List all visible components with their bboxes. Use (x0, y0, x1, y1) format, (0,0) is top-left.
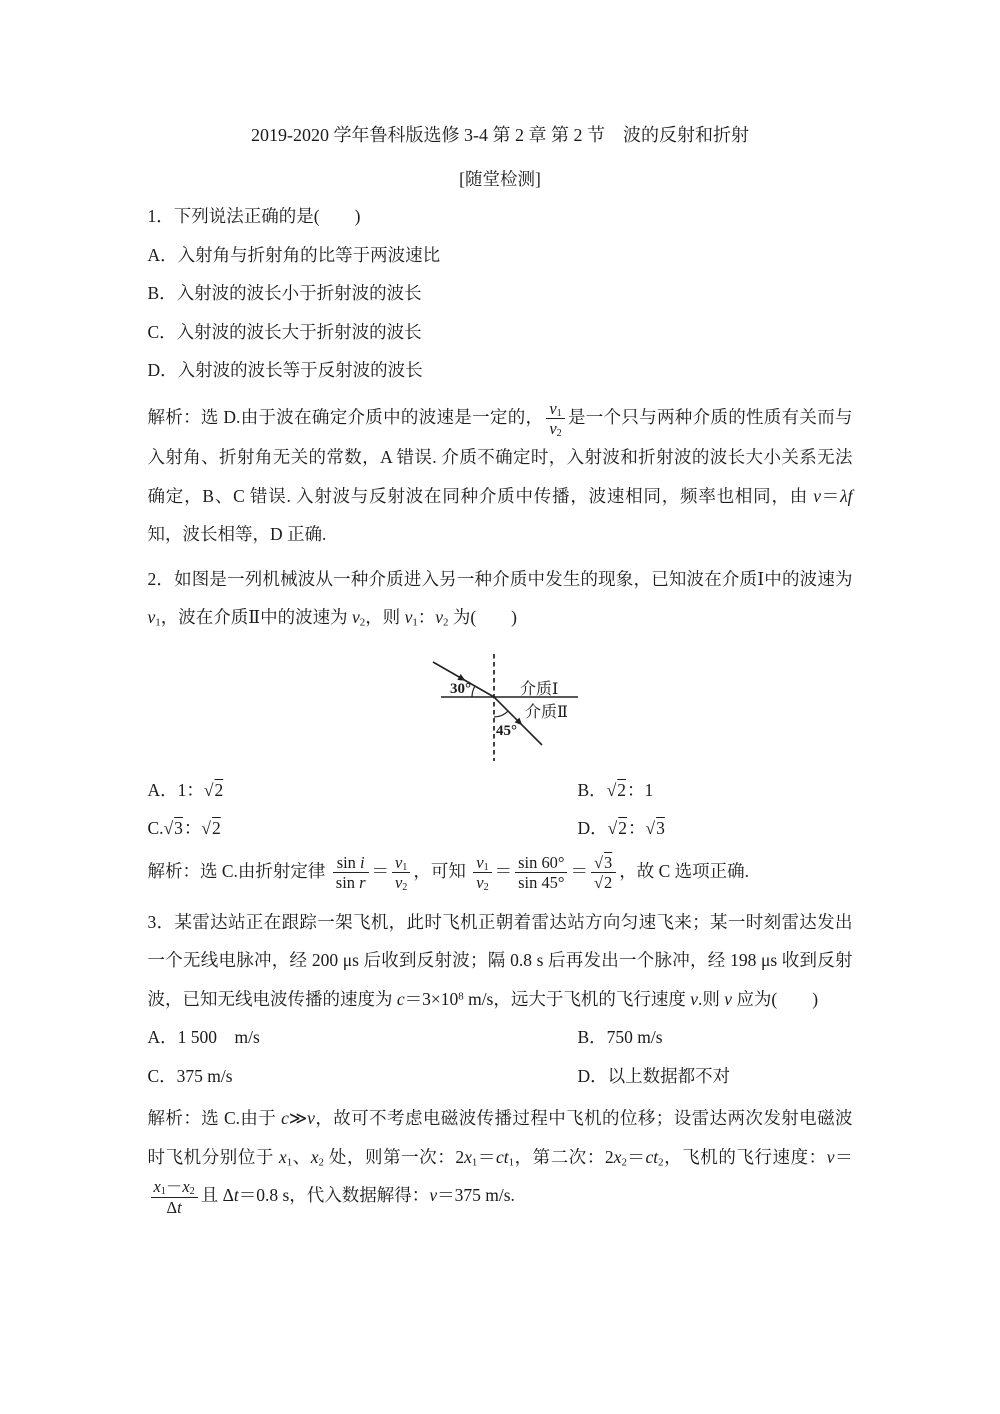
question-3-option-b: B．750 m/s (577, 1027, 663, 1048)
question-3-solution: 解析：选 C.由于 c≫v，故可不考虑电磁波传播过程中飞机的位移；设雷达两次发射电磁波时飞机分别位于 $x_1$、$x_2$ 处，则第一次：$2x_1=ct_1$，第二次：$2x_2=ct_2$，飞机的飞行速度：v＝ $\frac{x_1-x_2}{\Delta t}$ 且 Δt＝0.8 s，代入数据解得：v＝375 m/s. (147, 1108, 853, 1217)
question-2-option-b: B．√2：1 (577, 779, 654, 800)
question-1 (148, 197, 853, 554)
question-2 (148, 560, 853, 893)
question-2-solution: 解析：选 C.由折射定律 $\frac{\text{sin i}}{\text{sin r}}$ ＝ $\frac{v_1}{v_2}$ ，可知 $\frac{v_1}{v_2}$ ＝ $\frac{\sin 60^\circ}{\sin 45^\circ}$ ＝ $\frac{√3}{√2}$ ，故 C 选项正确. (147, 852, 750, 894)
medium1-label: 介质Ⅰ (519, 680, 558, 698)
question-2-option-d: D．√2：√3 (577, 818, 665, 839)
question-1-option-c: C．入射波的波长大于折射波的波长 (147, 321, 422, 342)
incident-angle-label: 30° (449, 680, 471, 697)
question-3-option-a: A．1 500 m/s (147, 1027, 260, 1048)
document-content (148, 0, 853, 1217)
medium2-label: 介质Ⅱ (524, 703, 568, 721)
question-1-option-d: D．入射波的波长等于反射波的波长 (147, 360, 423, 380)
question-3 (148, 903, 853, 1217)
question-1-option-b: B．入射波的波长小于折射波的波长 (147, 283, 422, 303)
question-3-option-d: D．以上数据都不对 (577, 1065, 731, 1086)
question-3-options (148, 1018, 853, 1095)
incidence-angle-arc (472, 686, 475, 697)
question-2-stem: 2．如图是一列机械波从一种介质进入另一种介质中发生的现象，已知波在介质Ⅰ中的波速为 $v_1$，波在介质Ⅱ中的波速为 $v_2$，则 $v_1$：$v_2$ 为( ) (147, 568, 853, 629)
question-2-options (148, 771, 853, 848)
refraction-angle-arc (494, 711, 508, 717)
question-3-stem: 3．某雷达站正在跟踪一架飞机，此时飞机正朝着雷达站方向匀速飞来；某一时刻雷达发出一个无线电脉冲，经 200 μs 后收到反射波；隔 0.8 s 后再发出一个脉冲，经 198 μs 收到反射波，已知无线电波传播的速度为 $c=3\times 10^8$ m/s，远大于飞机的飞行速度 v.则 v 应为( ) (147, 911, 853, 1009)
page-title: 2019-2020 学年鲁科版选修 3-4 第 2 章 第 2 节 波的反射和折射 (251, 125, 749, 145)
refraction-angle-label: 45° (495, 722, 517, 739)
question-1-stem: 1．下列说法正确的是( ) (147, 206, 361, 226)
question-1-option-a: A．入射角与折射角的比等于两波速比 (147, 244, 441, 265)
question-2-option-c: C.√3：√2 (147, 818, 221, 839)
question-1-solution: 解析：选 D.由于波在确定介质中的波速是一定的， $\frac{v_1}{v_2}$ 是一个只与两种介质的性质有关而与入射角、折射角无关的常数，A 错误. 介质不确定时，入射波和折射波的波长大小关系无法确定，B、C 错误. 入射波与反射波在同种介质中传播，波速相同，频率也相同，由 v＝λf 知，波长相等，D 正确. (147, 398, 853, 545)
question-1-options (148, 236, 853, 390)
refraction-figure (428, 649, 658, 767)
section-heading: [随堂检测] (459, 169, 541, 189)
question-3-option-c: C．375 m/s (147, 1065, 233, 1086)
question-2-option-a: A．1：√2 (147, 779, 224, 800)
